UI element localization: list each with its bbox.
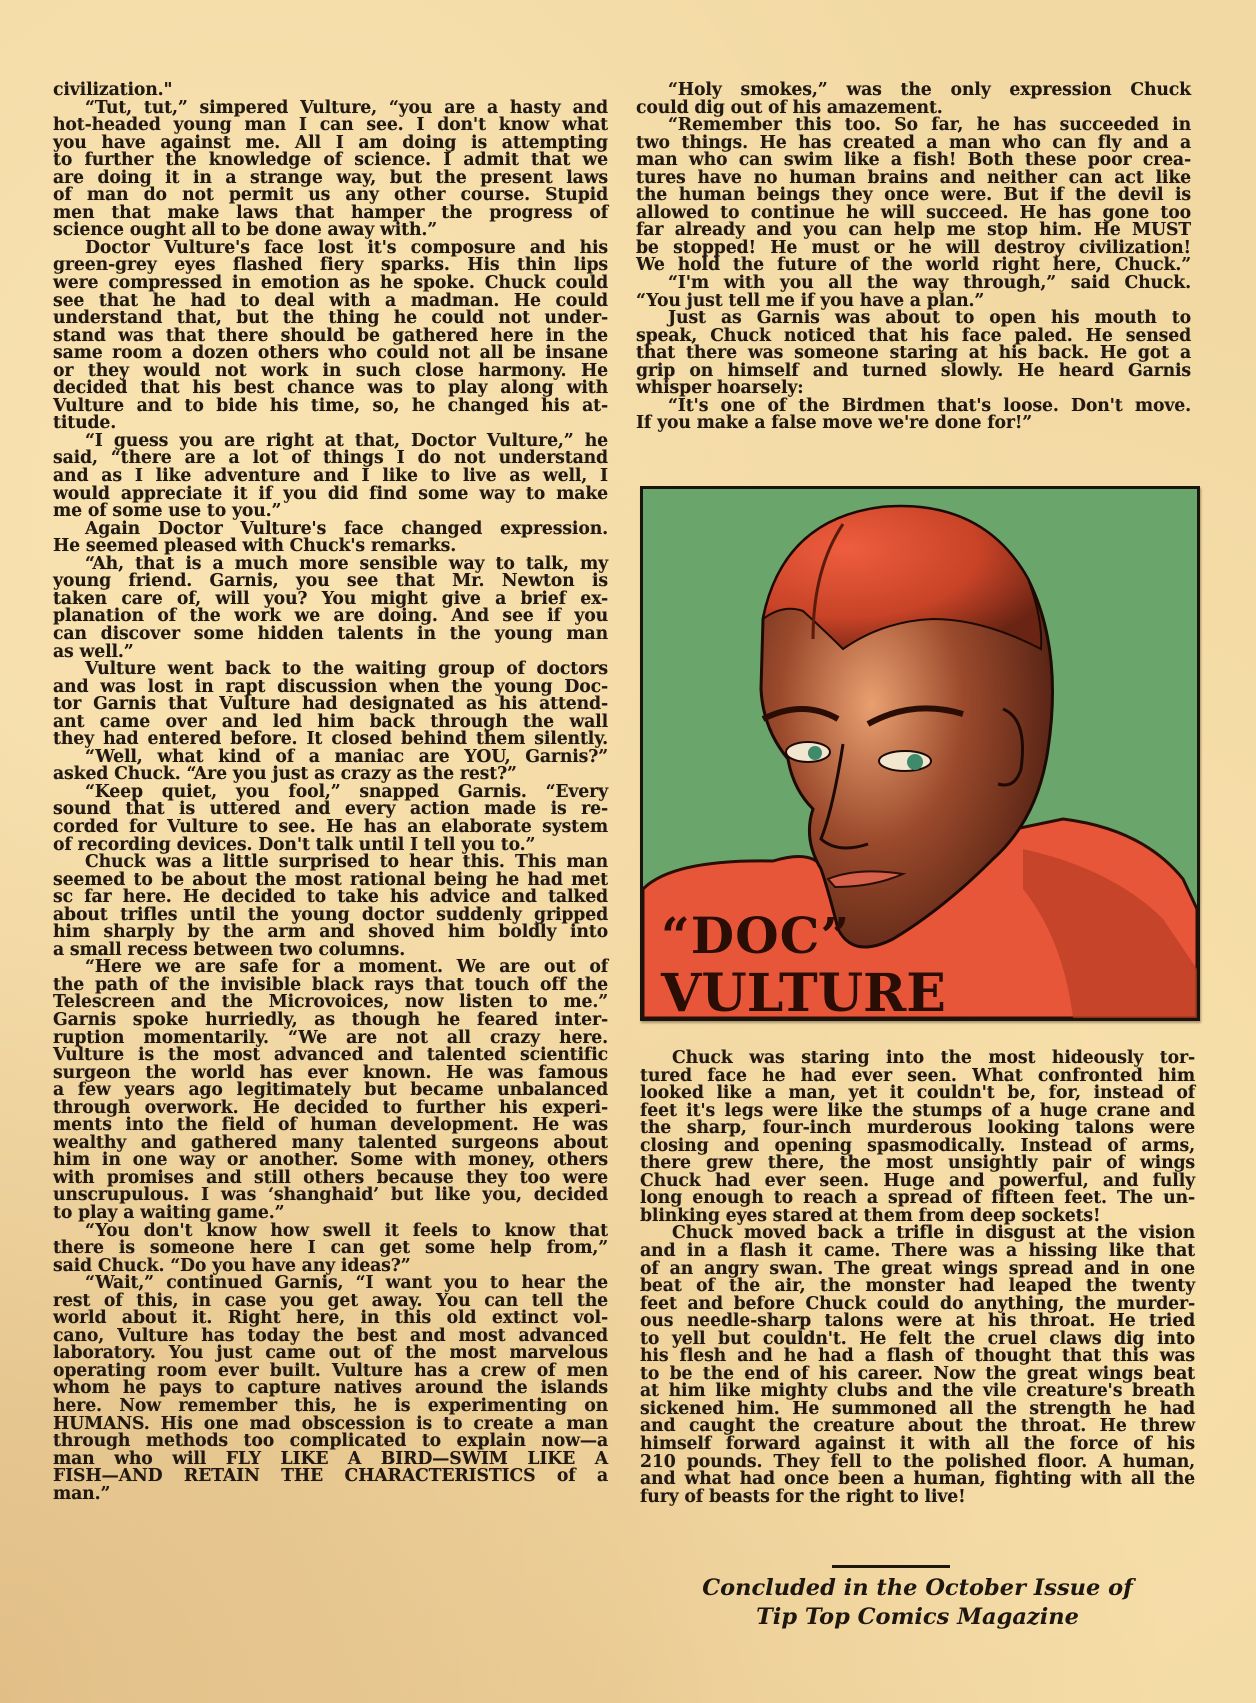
text-line: long enough to reach a spread of fifteen feet. The un- bbox=[640, 1188, 1195, 1209]
text-line: Doctor Vulture's face lost it's composure and his bbox=[85, 237, 608, 258]
text-line: about trifles until the young doctor suddenly gripped bbox=[53, 904, 608, 925]
text-line: sickened him. He summoned all the strength he had bbox=[640, 1398, 1195, 1419]
text-line: through methods too complicated to explain now—a bbox=[53, 1431, 608, 1452]
text-line: beat of the air, the monster had leaped the twenty bbox=[640, 1276, 1195, 1297]
text-line: see that he had to deal with a madman. He could bbox=[53, 290, 608, 311]
text-line: laboratory. You just came out of the most marvelous bbox=[53, 1343, 608, 1364]
text-line: whom he pays to capture natives around the islands bbox=[53, 1378, 608, 1399]
text-line: “I'm with you all the way through,” said Chuck. bbox=[668, 273, 1191, 294]
text-line: to play a waiting game.” bbox=[53, 1203, 285, 1223]
text-line: understand that, but the thing he could not under- bbox=[53, 308, 608, 329]
text-line: to be the end of his career. Now the great wings beat bbox=[640, 1363, 1195, 1384]
text-line: man.” bbox=[53, 1483, 111, 1504]
text-line: Vulture and to bide his time, so, he changed his at- bbox=[53, 395, 608, 416]
text-line: men that make laws that hamper the progress of bbox=[53, 202, 608, 223]
text-line: tor Garnis that Vulture had designated as his attend- bbox=[53, 694, 608, 715]
text-line: of recording devices. Don't talk until I tell you to.” bbox=[53, 834, 536, 855]
text-line: that there was someone staring at his back. He got a bbox=[636, 343, 1191, 364]
caption-doc: “DOC” bbox=[661, 906, 851, 965]
text-line: feet and before Chuck could do anything, the murder- bbox=[640, 1293, 1195, 1314]
text-line: and was lost in rapt discussion when the young Doc- bbox=[53, 676, 608, 697]
text-line: of man do not permit us any other course. Stupid bbox=[53, 185, 608, 206]
text-line: Chuck was staring into the most hideously tor- bbox=[672, 1048, 1195, 1068]
text-line: fury of beasts for the right to live! bbox=[640, 1486, 966, 1507]
text-line: “Well, what kind of a maniac are YOU, Garnis?” bbox=[85, 746, 608, 767]
text-line: planation of the work we are doing. And see if you bbox=[53, 606, 608, 627]
text-line: “Holy smokes,” was the only expression Chuck bbox=[668, 80, 1191, 100]
text-line: and in a flash it came. There was a hissing like that bbox=[640, 1241, 1195, 1262]
text-line: himself forward against it with all the force of his bbox=[640, 1434, 1195, 1455]
text-line: me of some use to you.” bbox=[53, 501, 282, 522]
text-line: a few years ago legitimately but became unbalanced bbox=[53, 1080, 608, 1101]
text-line: HUMANS. His one mad obscession is to create a man bbox=[53, 1413, 608, 1434]
text-line: taken care of, will you? You might give a brief ex- bbox=[53, 588, 608, 609]
text-line: there is someone here I can get some help from,” bbox=[53, 1238, 608, 1259]
text-line: “Ah, that is a much more sensible way to talk, my bbox=[85, 553, 608, 574]
text-line: hot-headed young man I can see. I don't know what bbox=[53, 115, 608, 136]
text-line: tured face he had ever seen. What confronted him bbox=[640, 1065, 1195, 1086]
continuation-line-1: Concluded in the October Issue of bbox=[702, 1575, 1133, 1601]
text-line: or they would not work in such close harmony. He bbox=[53, 360, 608, 381]
text-line: are doing it in a strange way, but the present laws bbox=[53, 167, 608, 188]
text-line: can discover some hidden talents in the young man bbox=[53, 623, 608, 644]
text-line: Just as Garnis was about to open his mouth to bbox=[668, 308, 1191, 329]
text-line: science ought all to be done away with.” bbox=[53, 220, 438, 241]
text-line: “Wait,” continued Garnis, “I want you to hear the bbox=[85, 1273, 608, 1294]
text-line: ant came over and led him back through the wall bbox=[53, 711, 608, 732]
text-line: far already and you can help me stop him. He MUST bbox=[636, 220, 1191, 241]
text-line: Garnis spoke hurriedly, as though he feared inter- bbox=[53, 1009, 608, 1030]
text-line: cano, Vulture has today the best and most advanced bbox=[53, 1325, 608, 1346]
text-line: ous needle-sharp talons were at his throat. He tried bbox=[640, 1311, 1195, 1332]
continuation-notice bbox=[640, 1574, 1195, 1632]
text-line: grip on himself and turned slowly. He heard Garnis bbox=[636, 360, 1191, 381]
text-line: the human beings they once were. But if the devil is bbox=[636, 185, 1191, 206]
illustration-caption bbox=[661, 907, 946, 1021]
text-line: ments into the field of human development. He was bbox=[53, 1115, 608, 1136]
text-line: unscrupulous. I was ‘shanghaid’ but like you, decided bbox=[53, 1185, 608, 1206]
text-line: speak, Chuck noticed that his face paled. He sensed bbox=[636, 325, 1191, 346]
text-line: were compressed in emotion as he spoke. Chuck could bbox=[53, 273, 608, 294]
text-line: with promises and still others because they too were bbox=[53, 1167, 608, 1188]
text-line: corded for Vulture to see. He has an elaborate system bbox=[53, 816, 608, 837]
text-line: as well.” bbox=[53, 641, 134, 662]
right-text-column-top bbox=[636, 82, 1191, 433]
text-line: and what had once been a human, fighting with all the bbox=[640, 1469, 1195, 1490]
text-line: to yell but couldn't. He felt the cruel claws dig into bbox=[640, 1328, 1195, 1349]
text-line: they had entered before. It closed behind them silently. bbox=[53, 729, 608, 750]
text-line: Vulture is the most advanced and talented scientific bbox=[53, 1045, 608, 1066]
text-line: If you make a false move we're done for!” bbox=[636, 413, 1033, 434]
text-line: ruption momentarily. “We are not all crazy here. bbox=[53, 1027, 608, 1048]
text-line: the path of the invisible black rays that touch off the bbox=[53, 974, 608, 995]
text-line: surgeon the world has ever known. He was famous bbox=[53, 1062, 608, 1083]
text-line: same room a dozen others who could not all be insane bbox=[53, 343, 608, 364]
text-line: Chuck moved back a trifle in disgust at the vision bbox=[672, 1223, 1195, 1244]
doc-vulture-illustration bbox=[640, 486, 1200, 1021]
text-line: “Keep quiet, you fool,” snapped Garnis. “Every bbox=[85, 781, 608, 802]
text-line: feet it's legs were like the stumps of a huge crane and bbox=[640, 1100, 1195, 1121]
left-text-column bbox=[53, 82, 608, 1503]
text-line: and caught the creature about the throat. He threw bbox=[640, 1416, 1195, 1437]
text-line: 210 pounds. They fell to the polished floor. A human, bbox=[640, 1451, 1195, 1472]
text-line: “Here we are safe for a moment. We are out of bbox=[85, 957, 608, 978]
text-line: him sharply by the arm and shoved him boldly into bbox=[53, 922, 608, 943]
text-line: He seemed pleased with Chuck's remarks. bbox=[53, 536, 457, 557]
text-line: him in one way or another. Some with money, others bbox=[53, 1150, 608, 1171]
text-line: asked Chuck. “Are you just as crazy as the rest?” bbox=[53, 764, 517, 785]
text-line: you have against me. All I am doing is attempting bbox=[53, 132, 608, 153]
text-line: world about it. Right here, in this old extinct vol- bbox=[53, 1308, 608, 1329]
text-line: young friend. Garnis, you see that Mr. Newton is bbox=[53, 571, 608, 592]
text-line: said, “there are a lot of things I do not understand bbox=[53, 448, 608, 469]
section-divider bbox=[832, 1565, 950, 1568]
text-line: “I guess you are right at that, Doctor Vulture,” he bbox=[85, 430, 608, 451]
text-line: be stopped! He must or he will destroy civilization! bbox=[636, 237, 1191, 258]
text-line: wealthy and gathered many talented surgeons about bbox=[53, 1132, 608, 1153]
text-line: We hold the future of the world right here, Chuck.” bbox=[636, 255, 1191, 276]
text-line: could dig out of his amazement. bbox=[636, 97, 943, 118]
text-line: titude. bbox=[53, 413, 117, 434]
right-text-column-bottom bbox=[640, 1050, 1195, 1506]
text-line: at him like mighty clubs and the vile creature's breath bbox=[640, 1381, 1195, 1402]
text-line: Chuck was a little surprised to hear this. This man bbox=[85, 852, 608, 873]
text-line: would appreciate it if you did find some way to make bbox=[53, 483, 608, 504]
text-line: sc far here. He decided to take his advice and talked bbox=[53, 887, 608, 908]
text-line: said Chuck. “Do you have any ideas?” bbox=[53, 1255, 411, 1276]
text-line: sound that is uttered and every action made is re- bbox=[53, 799, 608, 820]
text-line: man who can swim like a fish! Both these poor crea- bbox=[636, 150, 1191, 171]
text-line: decided that his best chance was to play along with bbox=[53, 378, 608, 399]
caption-vulture: VULTURE bbox=[661, 963, 946, 1021]
text-line: allowed to continue he will succeed. He has gone too bbox=[636, 202, 1191, 223]
text-line: civilization." bbox=[53, 80, 173, 100]
text-line: tures have no human brains and neither can act like bbox=[636, 167, 1191, 188]
text-line: Telescreen and the Microvoices, now listen to me.” bbox=[53, 992, 608, 1013]
text-line: a small recess between two columns. bbox=[53, 939, 406, 960]
text-line: there grew there, the most unsightly pair of wings bbox=[640, 1153, 1195, 1174]
text-line: Vulture went back to the waiting group of doctors bbox=[85, 659, 608, 680]
text-line: here. Now remember this, he is experimenting on bbox=[53, 1396, 608, 1417]
text-line: and as I like adventure and I like to live as well, I bbox=[53, 466, 608, 487]
text-line: looked like a man, yet it couldn't be, for, instead of bbox=[640, 1083, 1195, 1104]
text-line: “Remember this too. So far, he has succeeded in bbox=[668, 115, 1191, 136]
text-line: seemed to be about the most rational being he had met bbox=[53, 869, 608, 890]
text-line: the sharp, four-inch murderous looking talons were bbox=[640, 1118, 1195, 1139]
text-line: two things. He has created a man who can fly and a bbox=[636, 132, 1191, 153]
text-line: of an angry swan. The great wings spread and in one bbox=[640, 1258, 1195, 1279]
text-line: man who will FLY LIKE A BIRD—SWIM LIKE A bbox=[53, 1448, 608, 1469]
text-line: “You don't know how swell it feels to know that bbox=[85, 1220, 608, 1241]
text-line: FISH—AND RETAIN THE CHARACTERISTICS of a bbox=[53, 1466, 608, 1487]
text-line: green-grey eyes flashed fiery sparks. His thin lips bbox=[53, 255, 608, 276]
text-line: his flesh and he had a flash of thought that this was bbox=[640, 1346, 1195, 1367]
text-line: to further the knowledge of science. I admit that we bbox=[53, 150, 608, 171]
text-line: Chuck had ever seen. Huge and powerful, and fully bbox=[640, 1170, 1195, 1191]
text-line: “Tut, tut,” simpered Vulture, “you are a hasty and bbox=[85, 97, 608, 118]
text-line: closing and opening spasmodically. Instead of arms, bbox=[640, 1135, 1195, 1156]
text-line: “It's one of the Birdmen that's loose. Don't move. bbox=[668, 395, 1191, 416]
text-line: stand was that there should be gathered here in the bbox=[53, 325, 608, 346]
text-line: operating room ever built. Vulture has a crew of men bbox=[53, 1360, 608, 1381]
text-line: whisper hoarsely: bbox=[636, 378, 804, 399]
text-line: Again Doctor Vulture's face changed expression. bbox=[85, 518, 608, 539]
text-line: rest of this, in case you get away. You can tell the bbox=[53, 1290, 608, 1311]
text-line: blinking eyes stared at them from deep sockets! bbox=[640, 1205, 1101, 1226]
continuation-line-2: Tip Top Comics Magazine bbox=[756, 1604, 1079, 1630]
text-line: through overwork. He decided to further his experi- bbox=[53, 1097, 608, 1118]
text-line: “You just tell me if you have a plan.” bbox=[636, 290, 985, 311]
